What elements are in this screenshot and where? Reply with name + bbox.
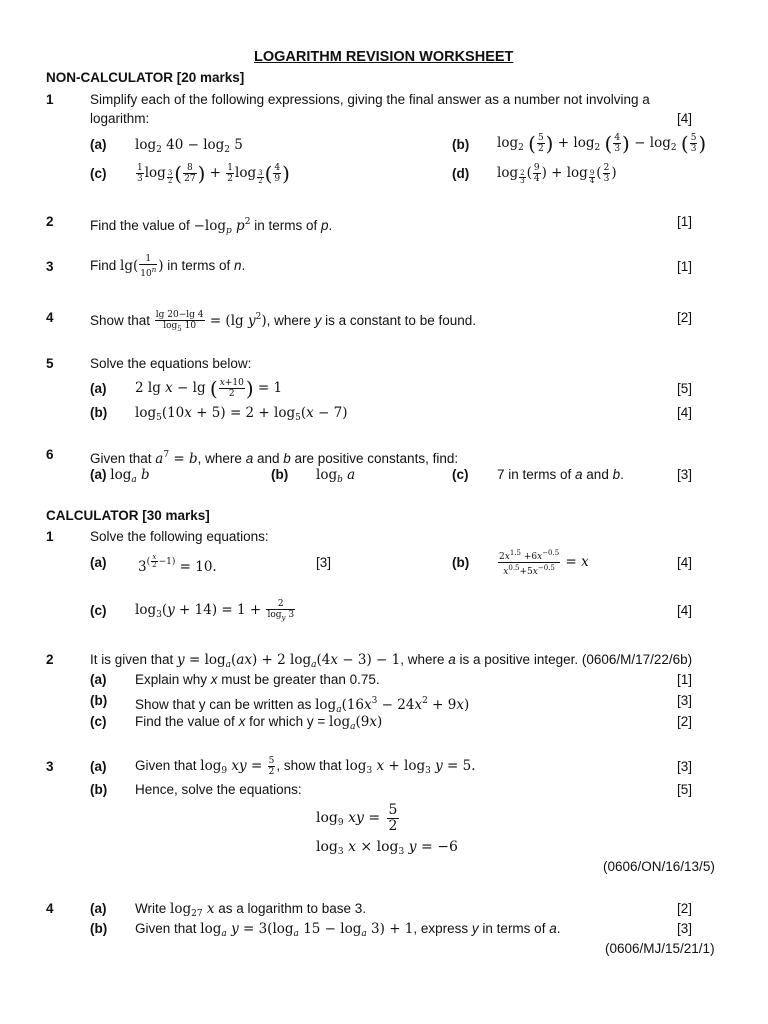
part-label: (b) [90, 782, 108, 797]
question-text: Find lg( $\frac{1}{10^n}$ ) in terms of n. [90, 254, 246, 279]
part-label: (a) [90, 555, 107, 570]
math-equation: $\log_3 x \times \log_3 y = -6$ [316, 839, 458, 857]
marks: [4] [677, 555, 693, 570]
question-text: Given that $\log_a y = 3(\log_a$ $15 - \log_a 3) + 1$, express y in terms of a. [135, 921, 561, 939]
question-text: logarithm: [90, 111, 150, 126]
part-label: (b) [452, 137, 470, 152]
marks: [4] [677, 603, 693, 618]
question-part: (a) $\log_a b$ [90, 467, 150, 485]
question-text: Explain why x must be greater than 0.75. [135, 672, 380, 687]
marks: [3] [677, 467, 693, 482]
source-reference: (0606/MJ/15/21/1) [605, 941, 715, 956]
marks: [1] [677, 672, 693, 687]
part-label: (b) [452, 555, 470, 570]
marks: [3] [677, 921, 693, 936]
question-text: Solve the equations below: [90, 356, 252, 371]
part-label: (c) [90, 166, 107, 181]
question-number: 3 [46, 259, 54, 274]
question-text: Show that $\frac{\lg 20-\lg 4}{\log_5 10}$ = (lg $y^2$), where y is a constant to be found. [90, 309, 476, 333]
marks: [2] [677, 714, 693, 729]
math-expression: $\log_2 40 - \log_2 5$ [135, 137, 243, 155]
part-label: (a) [90, 137, 107, 152]
math-expression: $\log_5(10x + 5) = 2 + \log_5(x - 7)$ [135, 405, 348, 423]
question-number: 1 [46, 92, 54, 107]
question-number: 5 [46, 356, 54, 371]
question-text: 7 in terms of a and b. [497, 467, 624, 482]
question-text: Hence, solve the equations: [135, 782, 302, 797]
question-number: 3 [46, 759, 54, 774]
question-text: Given that $\log_9$ xy = $\frac{5}{2}$ , show that $\log_3 x + \log_3 y = 5$. [135, 756, 476, 777]
math-expression: $3^{( \frac{x}{2} -1)} = 10$. [138, 553, 217, 575]
math-expression: $\log_b a$ [316, 467, 356, 485]
math-expression: $\frac{1}{3}$ log $_{\frac{3}{2}}$ ( $\frac{8}{27}$ ) + $\frac{1}{2}$ log $_{\frac{3}{2}}$ ( $\frac{4}{9}$ ) [137, 161, 290, 186]
part-label: (b) [271, 467, 289, 482]
section-heading-calculator: CALCULATOR [30 marks] [46, 508, 210, 523]
question-text: Find the value of $-\log_p$ $p^2$ in terms of p. [90, 217, 333, 236]
question-number: 6 [46, 447, 54, 462]
math-expression: $\log_3(y + 14) = 1$ + $\frac{2}{\log_y 3}$ [135, 598, 295, 622]
marks: [1] [677, 214, 693, 229]
marks: [4] [677, 405, 693, 420]
part-label: (b) [90, 921, 108, 936]
marks: [2] [677, 901, 693, 916]
math-equation: $\log_9$ xy = $\frac{5}{2}$ [316, 801, 398, 834]
question-number: 4 [46, 901, 54, 916]
question-number: 2 [46, 652, 54, 667]
part-label: (a) [90, 759, 107, 774]
question-text: Solve the following equations: [90, 529, 269, 544]
part-label: (b) [90, 405, 108, 420]
part-label: (b) [90, 693, 108, 708]
marks: [3] [677, 759, 693, 774]
marks: [5] [677, 782, 693, 797]
math-expression: 2 lg x − lg ( $\frac{x+10}{2}$ ) = 1 [135, 376, 283, 401]
part-label: (a) [90, 381, 107, 396]
marks: [4] [677, 111, 693, 126]
question-text: It is given that $y = \log_a(ax) + 2$ $\log_a(4x - 3) - 1$, where a is a positive integer. (0606/M/17/22/6b) [90, 652, 693, 670]
question-number: 4 [46, 310, 54, 325]
marks: [5] [677, 381, 693, 396]
source-reference: (0606/ON/16/13/5) [603, 859, 715, 874]
part-label: (c) [452, 467, 469, 482]
part-label: (a) [90, 672, 107, 687]
page-title: LOGARITHM REVISION WORKSHEET [254, 49, 514, 65]
math-expression: $\frac{2x^{1.5} +6x^{-0.5}}{x^{0.5}+5x^{-0.5}}$ = x [499, 549, 589, 577]
question-text: Write $\log_{27} x$ as a logarithm to base 3. [135, 901, 367, 919]
part-label: (c) [90, 714, 107, 729]
question-number: 1 [46, 529, 54, 544]
question-text: Find the value of x for which $y = \log_a(9x)$ [135, 714, 383, 732]
marks: [2] [677, 310, 693, 325]
marks: [1] [677, 259, 693, 274]
math-expression: $\log_2$ ( $\frac{5}{2}$ ) + $\log_2$ ( $\frac{4}{3}$ ) − $\log_2$ ( $\frac{5}{3}$ ) [497, 131, 707, 156]
marks: [3] [316, 555, 332, 570]
part-label: (a) [90, 901, 107, 916]
part-label: (d) [452, 166, 470, 181]
question-number: 2 [46, 214, 54, 229]
question-text: Show that y can be written as $\log_a(16x^3 - 24x^2 + 9x)$ [135, 696, 470, 715]
section-heading-non-calculator: NON-CALCULATOR [20 marks] [46, 70, 245, 85]
question-text: Given that $a^7 = b$, where a and b are positive constants, find: [90, 450, 459, 467]
part-label: (c) [90, 603, 107, 618]
math-expression: log $_{\frac{2}{3}}$ ( $\frac{9}{4}$ ) + log $_{\frac{9}{4}}$ ( $\frac{2}{3}$ ) [497, 163, 617, 185]
question-text: Simplify each of the following expressions, giving the final answer as a number not involving a [90, 92, 650, 107]
marks: [3] [677, 693, 693, 708]
